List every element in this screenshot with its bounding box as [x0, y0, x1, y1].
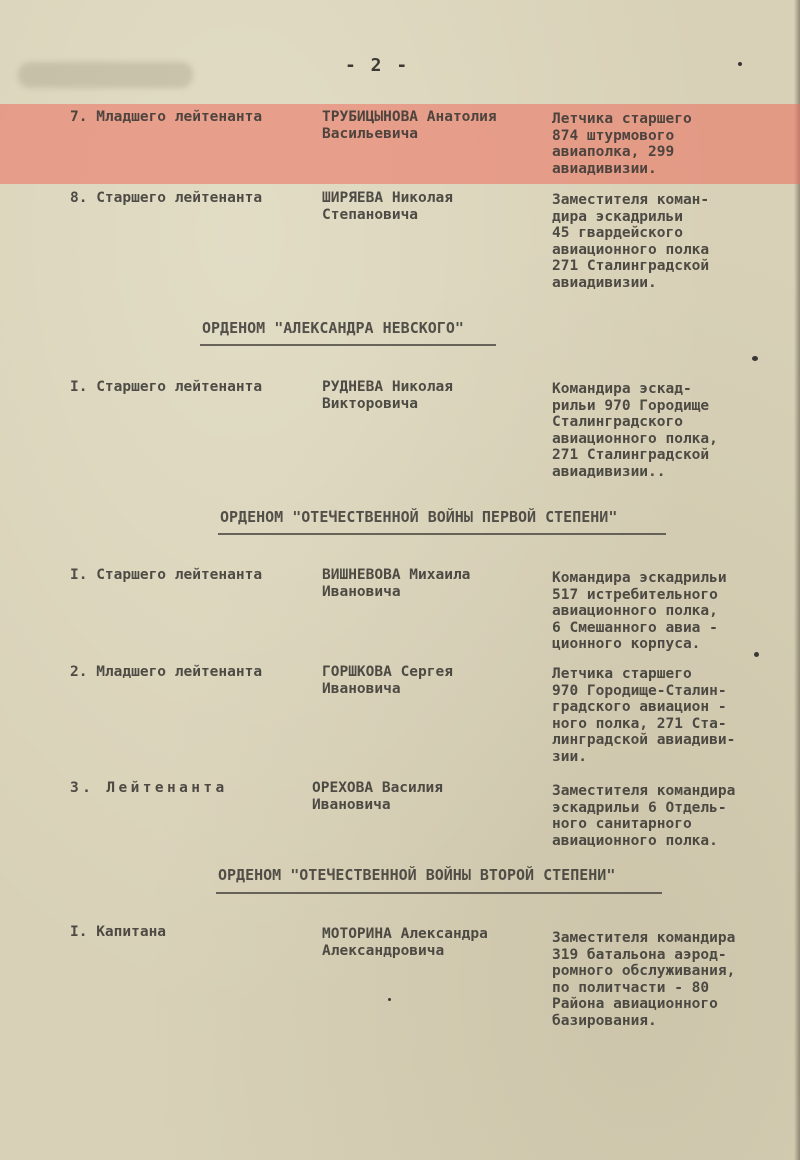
- war1-entry-2-post: Летчика старшего 970 Городище-Сталин- градского авиацион - ного полка, 271 Ста- линградской авиадиви- зии.: [552, 666, 736, 765]
- section-heading-war-first: ОРДЕНОМ "ОТЕЧЕСТВЕННОЙ ВОЙНЫ ПЕРВОЙ СТЕПЕНИ": [220, 508, 618, 526]
- ink-speck: [738, 62, 742, 66]
- war1-entry-3-post: Заместителя командира эскадрильи 6 Отдель- ного санитарного авиационного полка.: [552, 783, 736, 849]
- entry-8-post: Заместителя коман- дира эскадрильи 45 гвардейского авиационного полка 271 Сталинградской авиадивизии.: [552, 192, 710, 291]
- war1-entry-1-name: ВИШНЕВОВА Михаила Ивановича: [322, 567, 471, 600]
- entry-7-rank: 7. Младшего лейтенанта: [70, 109, 263, 125]
- nevsky-entry-1-post: Командира эскад- рильи 970 Городище Сталинградского авиационного полка, 271 Сталинградской авиадивизии..: [552, 381, 718, 480]
- entry-7-name: ТРУБИЦЫНОВА Анатолия Васильевича: [322, 109, 497, 142]
- faded-header-smudge: [18, 62, 193, 88]
- ink-speck: [752, 356, 758, 361]
- section-underline-war-second: [216, 892, 662, 894]
- war1-entry-1-rank: I. Старшего лейтенанта: [70, 567, 263, 583]
- war1-entry-3-rank: 3. Лейтенанта: [70, 780, 228, 796]
- war2-entry-1-rank: I. Капитана: [70, 924, 167, 940]
- section-underline-nevsky: [200, 344, 496, 346]
- section-heading-nevsky: ОРДЕНОМ "АЛЕКСАНДРА НЕВСКОГО": [202, 319, 464, 337]
- war1-entry-3-name: ОРЕХОВА Василия Ивановича: [312, 780, 443, 813]
- entry-8-name: ШИРЯЕВА Николая Степановича: [322, 190, 453, 223]
- entry-7-post: Летчика старшего 874 штурмового авиаполка, 299 авиадивизии.: [552, 111, 692, 177]
- nevsky-entry-1-name: РУДНЕВА Николая Викторовича: [322, 379, 453, 412]
- nevsky-entry-1-rank: I. Старшего лейтенанта: [70, 379, 263, 395]
- war1-entry-2-name: ГОРШКОВА Сергея Ивановича: [322, 664, 453, 697]
- entry-8-rank: 8. Старшего лейтенанта: [70, 190, 263, 206]
- war1-entry-2-rank: 2. Младшего лейтенанта: [70, 664, 263, 680]
- war2-entry-1-name: МОТОРИНА Александра Александровича: [322, 926, 488, 959]
- section-underline-war-first: [218, 533, 666, 535]
- war1-entry-1-post: Командира эскадрильи 517 истребительного авиационного полка, 6 Смешанного авиа - ционного корпуса.: [552, 570, 727, 652]
- section-heading-war-second: ОРДЕНОМ "ОТЕЧЕСТВЕННОЙ ВОЙНЫ ВТОРОЙ СТЕПЕНИ": [218, 866, 616, 884]
- ink-speck: [754, 652, 759, 657]
- page-number: - 2 -: [345, 55, 410, 76]
- ink-speck: [388, 998, 391, 1001]
- war2-entry-1-post: Заместителя командира 319 батальона аэрод- ромного обслуживания, по политчасти - 80 Района авиационного базирования.: [552, 930, 736, 1029]
